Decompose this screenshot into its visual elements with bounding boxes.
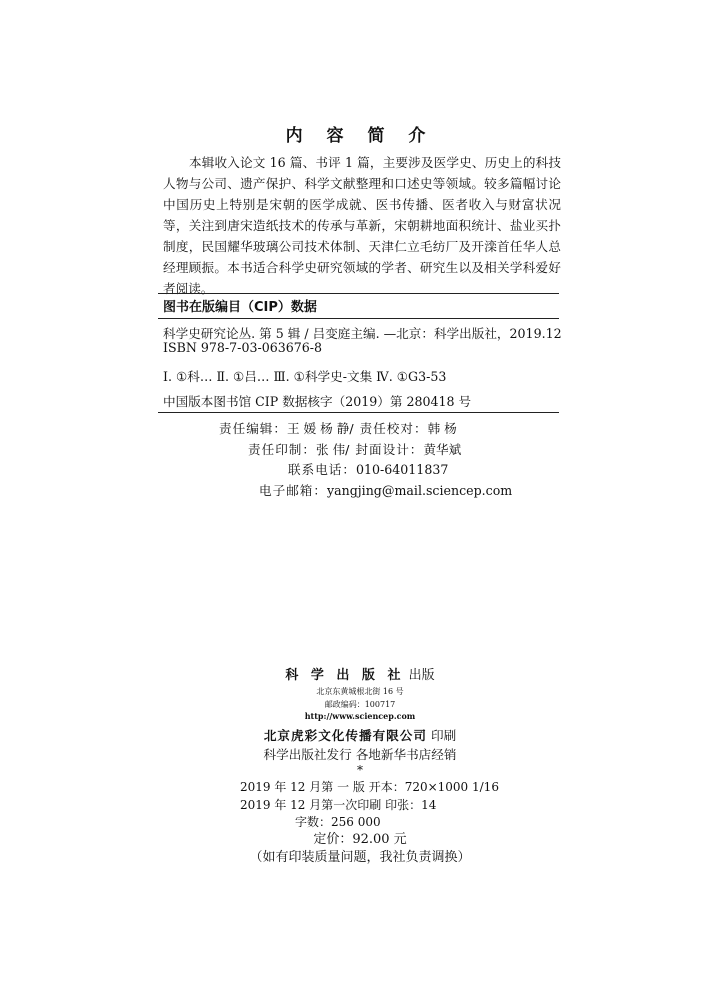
- credits-printing-line: [248, 439, 461, 458]
- cip-number: 中国版本图书馆 CIP 数据核字（2019）第 280418 号: [163, 394, 472, 409]
- printing-label: 责任印制：: [248, 442, 316, 457]
- word-count: 字数：256 000: [295, 815, 381, 829]
- distribution-line: 科学出版社发行 各地新华书店经销: [263, 747, 457, 762]
- editors-label: 责任编辑：: [219, 421, 287, 436]
- cover-name: 黄华斌: [423, 442, 462, 457]
- credits-email-line: [259, 480, 512, 499]
- cip-classification: Ⅰ. ①科… Ⅱ. ①吕… Ⅲ. ①科学史-文集 Ⅳ. ①G3-53: [163, 369, 447, 384]
- content-summary-heading: 内 容 简 介: [285, 126, 435, 146]
- cip-series-line: 科学史研究论丛. 第 5 辑 / 吕变庭主编. —北京：科学出版社，2019.12: [163, 326, 562, 341]
- cip-bottom-rule: [158, 412, 559, 413]
- cip-title-rule: [158, 318, 559, 319]
- proofreader-label: / 责任校对：: [349, 421, 428, 436]
- phone-label: 联系电话：: [288, 462, 356, 477]
- impression-line: 2019 年 12 月第一次印刷 印张：14: [240, 798, 437, 812]
- printer-suffix: 印刷: [430, 728, 457, 743]
- publisher-name-line: [0, 664, 720, 683]
- email-label: 电子邮箱：: [259, 483, 327, 498]
- cover-label: / 封面设计：: [345, 442, 424, 457]
- editors-names: 王 媛 杨 静: [286, 421, 350, 436]
- credits-phone-line: [288, 459, 448, 478]
- email-address[interactable]: yangjing@mail.sciencep.com: [326, 483, 513, 498]
- publisher-postcode: 邮政编码：100717: [324, 700, 396, 709]
- content-summary-text: 本辑收入论文 16 篇、书评 1 篇，主要涉及医学史、历史上的科技人物与公司、遗产保护、科学文献整理和口述史等领域。较多篇幅讨论中国历史上特别是宋朝的医学成就、医书传播、医者收入与财富状况等，关注到唐宋造纸技术的传承与革新，宋朝耕地面积统计、盐业买扑制度，民国耀华玻璃公司技术体制、天津仁立毛纺厂及开滦首任华人总经理顾振。本书适合科学史研究领域的学者、研究生以及相关学科爱好者阅读。: [163, 155, 561, 296]
- credits-editors-line: [219, 418, 457, 437]
- phone-number: 010-64011837: [355, 462, 449, 477]
- edition-line: 2019 年 12 月第 一 版 开本：720×1000 1/16: [240, 780, 499, 794]
- publisher-address: 北京东黄城根北街 16 号: [316, 687, 404, 696]
- publisher-name-suffix: 出版: [408, 668, 435, 683]
- printer-name: 北京虎彩文化传播有限公司: [263, 728, 427, 743]
- quality-note: （如有印装质量问题，我社负责调换）: [249, 850, 471, 865]
- cip-top-rule: [158, 293, 559, 294]
- cip-isbn: ISBN 978-7-03-063676-8: [163, 340, 323, 355]
- printing-name: 张 伟: [315, 442, 346, 457]
- cip-title: 图书在版编目（CIP）数据: [163, 300, 317, 315]
- price: 定价：92.00 元: [313, 832, 407, 847]
- printer-line: [0, 725, 720, 744]
- publisher-url[interactable]: http://www.sciencep.com: [304, 711, 416, 721]
- publisher-name: 科 学 出 版 社: [285, 668, 405, 683]
- separator-star: *: [357, 763, 363, 777]
- proofreader-name: 韩 杨: [427, 421, 457, 436]
